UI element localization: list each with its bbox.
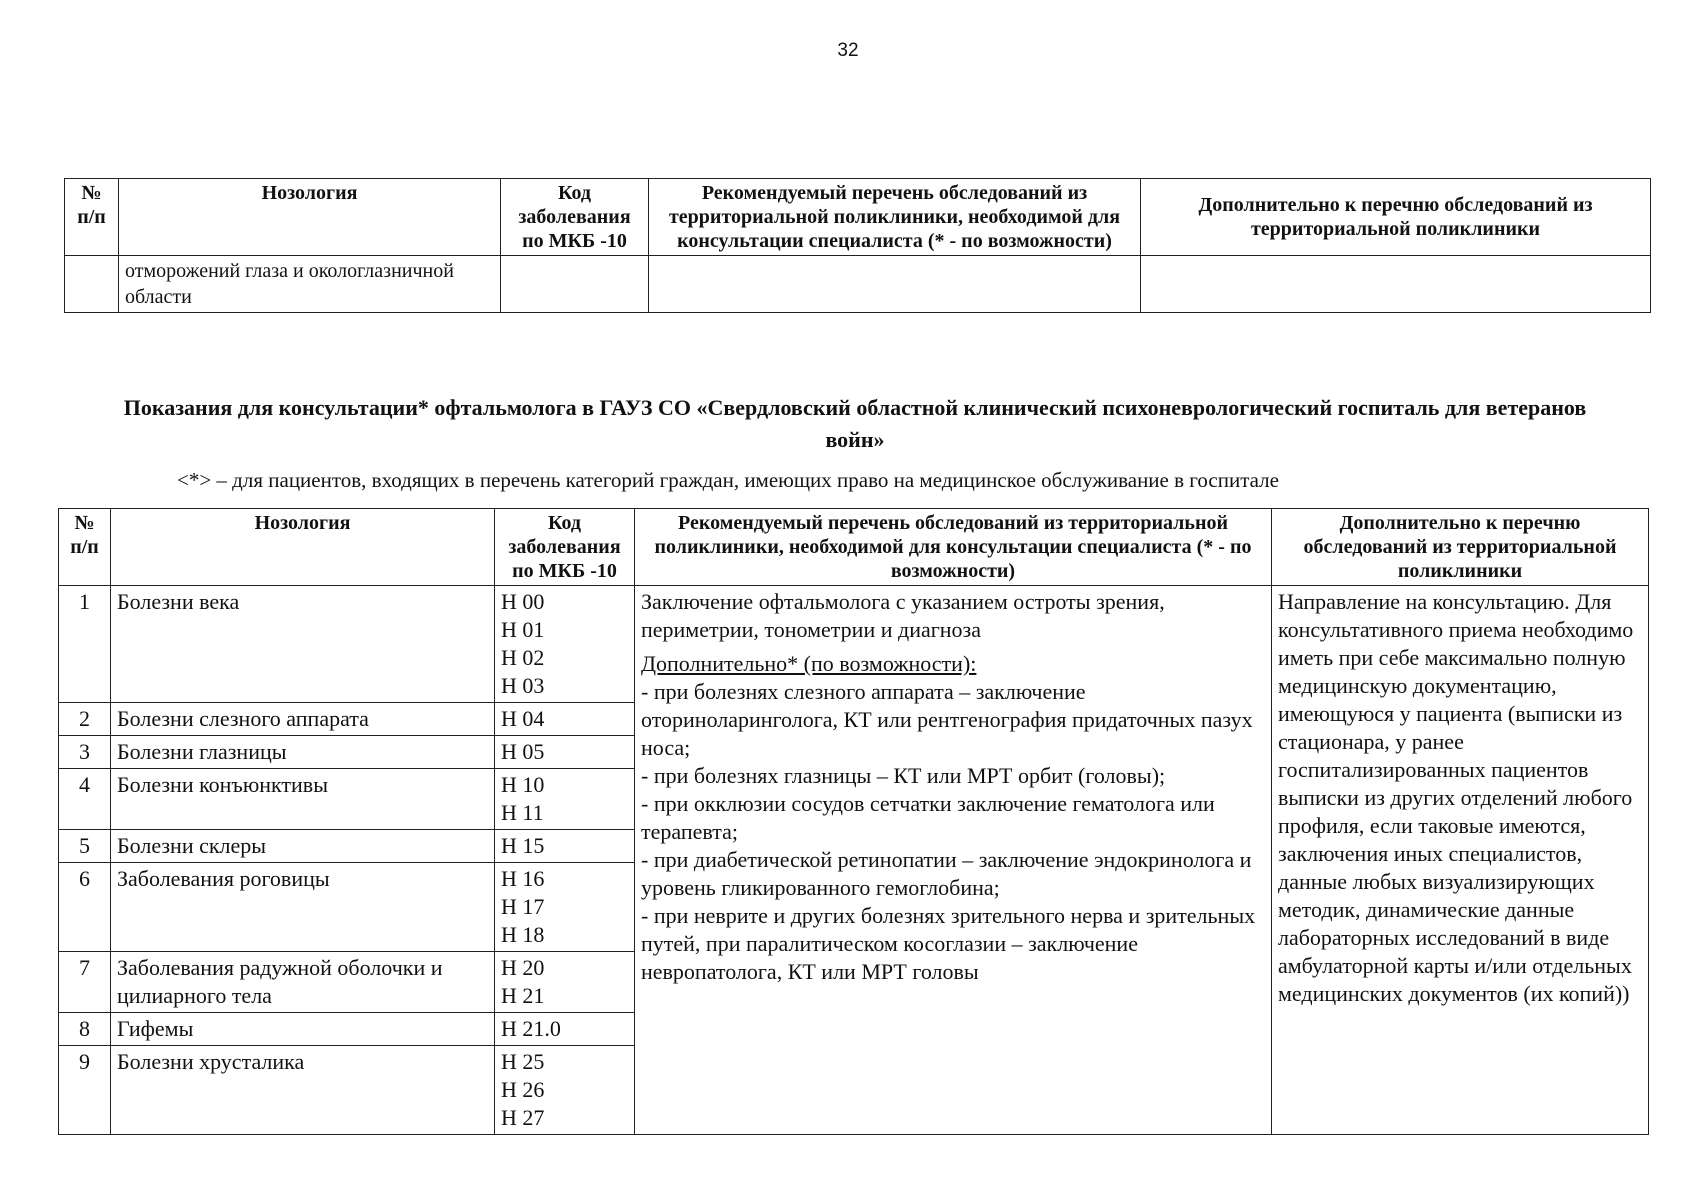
cell-codes [495, 586, 635, 703]
table-row [65, 256, 1651, 313]
header-code: Код заболевания по МКБ -10 [501, 179, 649, 256]
icd-code: Н 17 [501, 894, 545, 919]
cell-codes [495, 1046, 635, 1135]
cell-additional [1141, 256, 1651, 313]
page-number: 32 [837, 40, 859, 61]
icd-code: Н 15 [501, 833, 545, 858]
icd-code: Н 02 [501, 645, 545, 670]
header-recommended: Рекомендуемый перечень обследований из территориальной поликлиники, необходимой для консультации специалиста (* - по возможности) [649, 179, 1141, 256]
recommended-item: - при болезнях слезного аппарата – заключение оториноларинголога, КТ или рентгенография придаточных пазух носа; [641, 679, 1253, 760]
icd-code: Н 21.0 [501, 1016, 561, 1041]
indications-table [58, 508, 1649, 1135]
cell-nosology: Болезни глазницы [111, 736, 495, 769]
cell-nosology: отморожений глаза и окологлазничной области [119, 256, 501, 313]
cell-recommended [649, 256, 1141, 313]
cell-num: 1 [59, 586, 111, 703]
table-header-row [59, 509, 1649, 586]
cell-nosology: Болезни века [111, 586, 495, 703]
cell-codes [495, 736, 635, 769]
cell-nosology: Болезни конъюнктивы [111, 769, 495, 830]
cell-num: 3 [59, 736, 111, 769]
header-nosology: Нозология [119, 179, 501, 256]
icd-code: Н 27 [501, 1105, 545, 1130]
cell-num: 7 [59, 952, 111, 1013]
footnote: <*> – для пациентов, входящих в перечень категорий граждан, имеющих право на медицинское обслуживание в госпитале [177, 468, 1279, 492]
icd-code: Н 25 [501, 1049, 545, 1074]
icd-code: Н 04 [501, 706, 545, 731]
recommended-additional-heading: Дополнительно* (по возможности): [641, 651, 977, 676]
cell-nosology: Болезни слезного аппарата [111, 703, 495, 736]
header-recommended: Рекомендуемый перечень обследований из территориальной поликлиники, необходимой для консультации специалиста (* - по возможности) [635, 509, 1272, 586]
icd-code: Н 00 [501, 589, 545, 614]
icd-code: Н 20 [501, 955, 545, 980]
cell-num: 2 [59, 703, 111, 736]
cell-codes [495, 769, 635, 830]
icd-code: Н 03 [501, 673, 545, 698]
header-additional: Дополнительно к перечню обследований из территориальной поликлиники [1272, 509, 1649, 586]
cell-num: 4 [59, 769, 111, 830]
cell-code [501, 256, 649, 313]
table-row [59, 586, 1649, 703]
header-code: Код заболевания по МКБ -10 [495, 509, 635, 586]
cell-nosology: Заболевания роговицы [111, 863, 495, 952]
recommended-item: - при диабетической ретинопатии – заключение эндокринолога и уровень гликированного гемоглобина; [641, 847, 1252, 900]
cell-codes [495, 1013, 635, 1046]
recommended-item: - при болезнях глазницы – КТ или МРТ орбит (головы); [641, 763, 1166, 788]
cell-nosology: Болезни хрусталика [111, 1046, 495, 1135]
cell-codes [495, 703, 635, 736]
icd-code: Н 21 [501, 983, 545, 1008]
icd-code: Н 05 [501, 739, 545, 764]
header-num: № п/п [65, 179, 119, 256]
recommended-item: - при неврите и других болезнях зрительного нерва и зрительных путей, при паралитическом косоглазии – заключение невропатолога, КТ или МРТ головы [641, 903, 1256, 984]
cell-codes [495, 863, 635, 952]
header-num: № п/п [59, 509, 111, 586]
icd-code: Н 26 [501, 1077, 545, 1102]
cell-num: 5 [59, 830, 111, 863]
cell-codes [495, 952, 635, 1013]
cell-nosology: Гифемы [111, 1013, 495, 1046]
header-nosology: Нозология [111, 509, 495, 586]
table-header-row [65, 179, 1651, 256]
section-title: Показания для консультации* офтальмолога в ГАУЗ СО «Свердловский областной клинический психоневрологический госпиталь для ветеранов войн» [123, 395, 1587, 452]
cell-additional: Направление на консультацию. Для консультативного приема необходимо иметь при себе максимально полную медицинскую документацию, имеющуюся у пациента (выписки из стационара, у ранее госпитализированных пациентов выписки из других отделений любого профиля, если таковые имеются, заключения иных специалистов, данные любых визуализирующих методик, динамические данные лабораторных исследований в виде амбулаторной карты и/или отдельных медицинских документов (их копий)) [1272, 586, 1649, 1135]
recommended-main: Заключение офтальмолога с указанием остроты зрения, периметрии, тонометрии и диагноза [641, 589, 1165, 642]
cell-num: 8 [59, 1013, 111, 1046]
continuation-table [64, 178, 1651, 313]
cell-num: 6 [59, 863, 111, 952]
cell-nosology: Болезни склеры [111, 830, 495, 863]
cell-num [65, 256, 119, 313]
recommended-item: - при окклюзии сосудов сетчатки заключение гематолога или терапевта; [641, 791, 1215, 844]
icd-code: Н 10 [501, 772, 545, 797]
cell-recommended [635, 586, 1272, 1135]
cell-num: 9 [59, 1046, 111, 1135]
icd-code: Н 11 [501, 800, 544, 825]
header-additional: Дополнительно к перечню обследований из территориальной поликлиники [1141, 179, 1651, 256]
icd-code: Н 01 [501, 617, 545, 642]
cell-nosology: Заболевания радужной оболочки и цилиарного тела [111, 952, 495, 1013]
cell-codes [495, 830, 635, 863]
icd-code: Н 16 [501, 866, 545, 891]
icd-code: Н 18 [501, 922, 545, 947]
